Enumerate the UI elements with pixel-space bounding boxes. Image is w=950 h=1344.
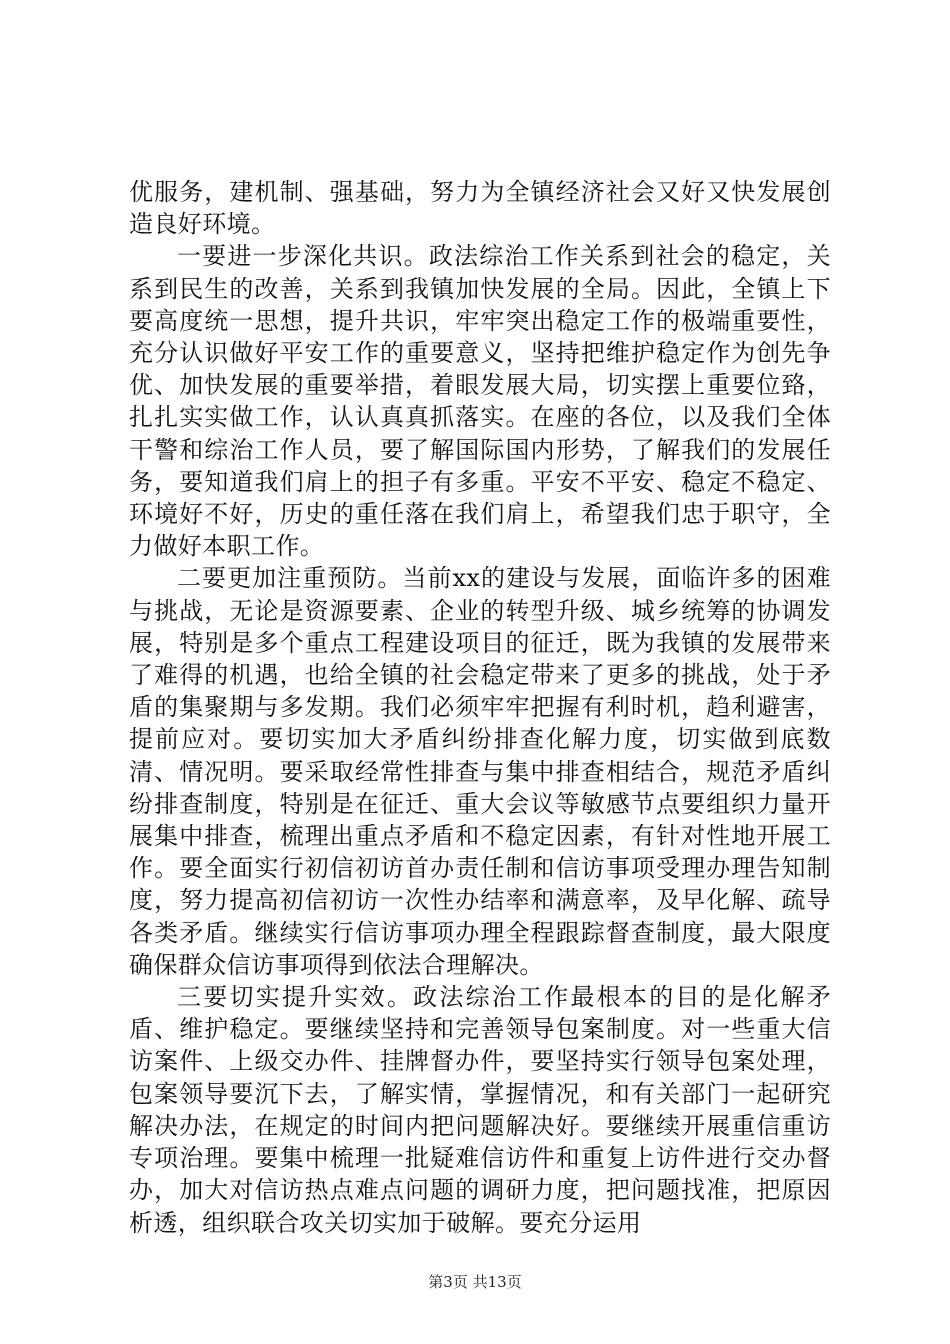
page-footer (0, 1272, 950, 1292)
paragraph-3: 二要更加注重预防。当前xx的建设与发展，面临许多的困难与挑战，无论是资源要素、企业的转型升级、城乡统筹的协调发展，特别是多个重点工程建设项目的征迁，既为我镇的发展带来了难得的机遇，也给全镇的社会稳定带来了更多的挑战，处于矛盾的集聚期与多发期。我们必须牢牢把握有利时机，趋利避害，提前应对。要切实加大矛盾纠纷排查化解力度，切实做到底数清、情况明。要采取经常性排查与集中排查相结合，规范矛盾纠纷排查制度，特别是在征迁、重大会议等敏感节点要组织力量开展集中排查，梳理出重点矛盾和不稳定因素，有针对性地开展工作。要全面实行初信初访首办责任制和信访事项受理办理告知制度，努力提高初信初访一次性办结率和满意率，及早化解、疏导各类矛盾。继续实行信访事项办理全程跟踪督查制度，最大限度确保群众信访事项得到依法合理解决。 (129, 564, 831, 979)
paragraph-2: 一要进一步深化共识。政法综治工作关系到社会的稳定，关系到民生的改善，关系到我镇加快发展的全局。因此，全镇上下要高度统一思想，提升共识，牢牢突出稳定工作的极端重要性，充分认识做好平安工作的重要意义，坚持把维护稳定作为创先争优、加快发展的重要举措，着眼发展大局，切实摆上重要位臵，扎扎实实做工作，认认真真抓落实。在座的各位，以及我们全体干警和综治工作人员，要了解国际国内形势，了解我们的发展任务，要知道我们肩上的担子有多重。平安不平安、稳定不稳定、环境好不好，历史的重任落在我们肩上，希望我们忠于职守，全力做好本职工作。 (129, 242, 831, 561)
page-number: 第3页 共13页 (428, 1273, 522, 1291)
body-text (129, 176, 831, 1239)
paragraph-1: 优服务，建机制、强基础，努力为全镇经济社会又好又快发展创造良好环境。 (129, 178, 831, 239)
paragraph-4: 三要切实提升实效。政法综治工作最根本的目的是化解矛盾、维护稳定。要继续坚持和完善领导包案制度。对一些重大信访案件、上级交办件、挂牌督办件，要坚持实行领导包案处理，包案领导要沉下去，了解实情，掌握情况，和有关部门一起研究解决办法，在规定的时间内把问题解决好。要继续开展重信重访专项治理。要集中梳理一批疑难信访件和重复上访件进行交办督办，加大对信访热点难点问题的调研力度，把问题找准，把原因析透，组织联合攻关切实加于破解。要充分运用 (129, 983, 831, 1237)
